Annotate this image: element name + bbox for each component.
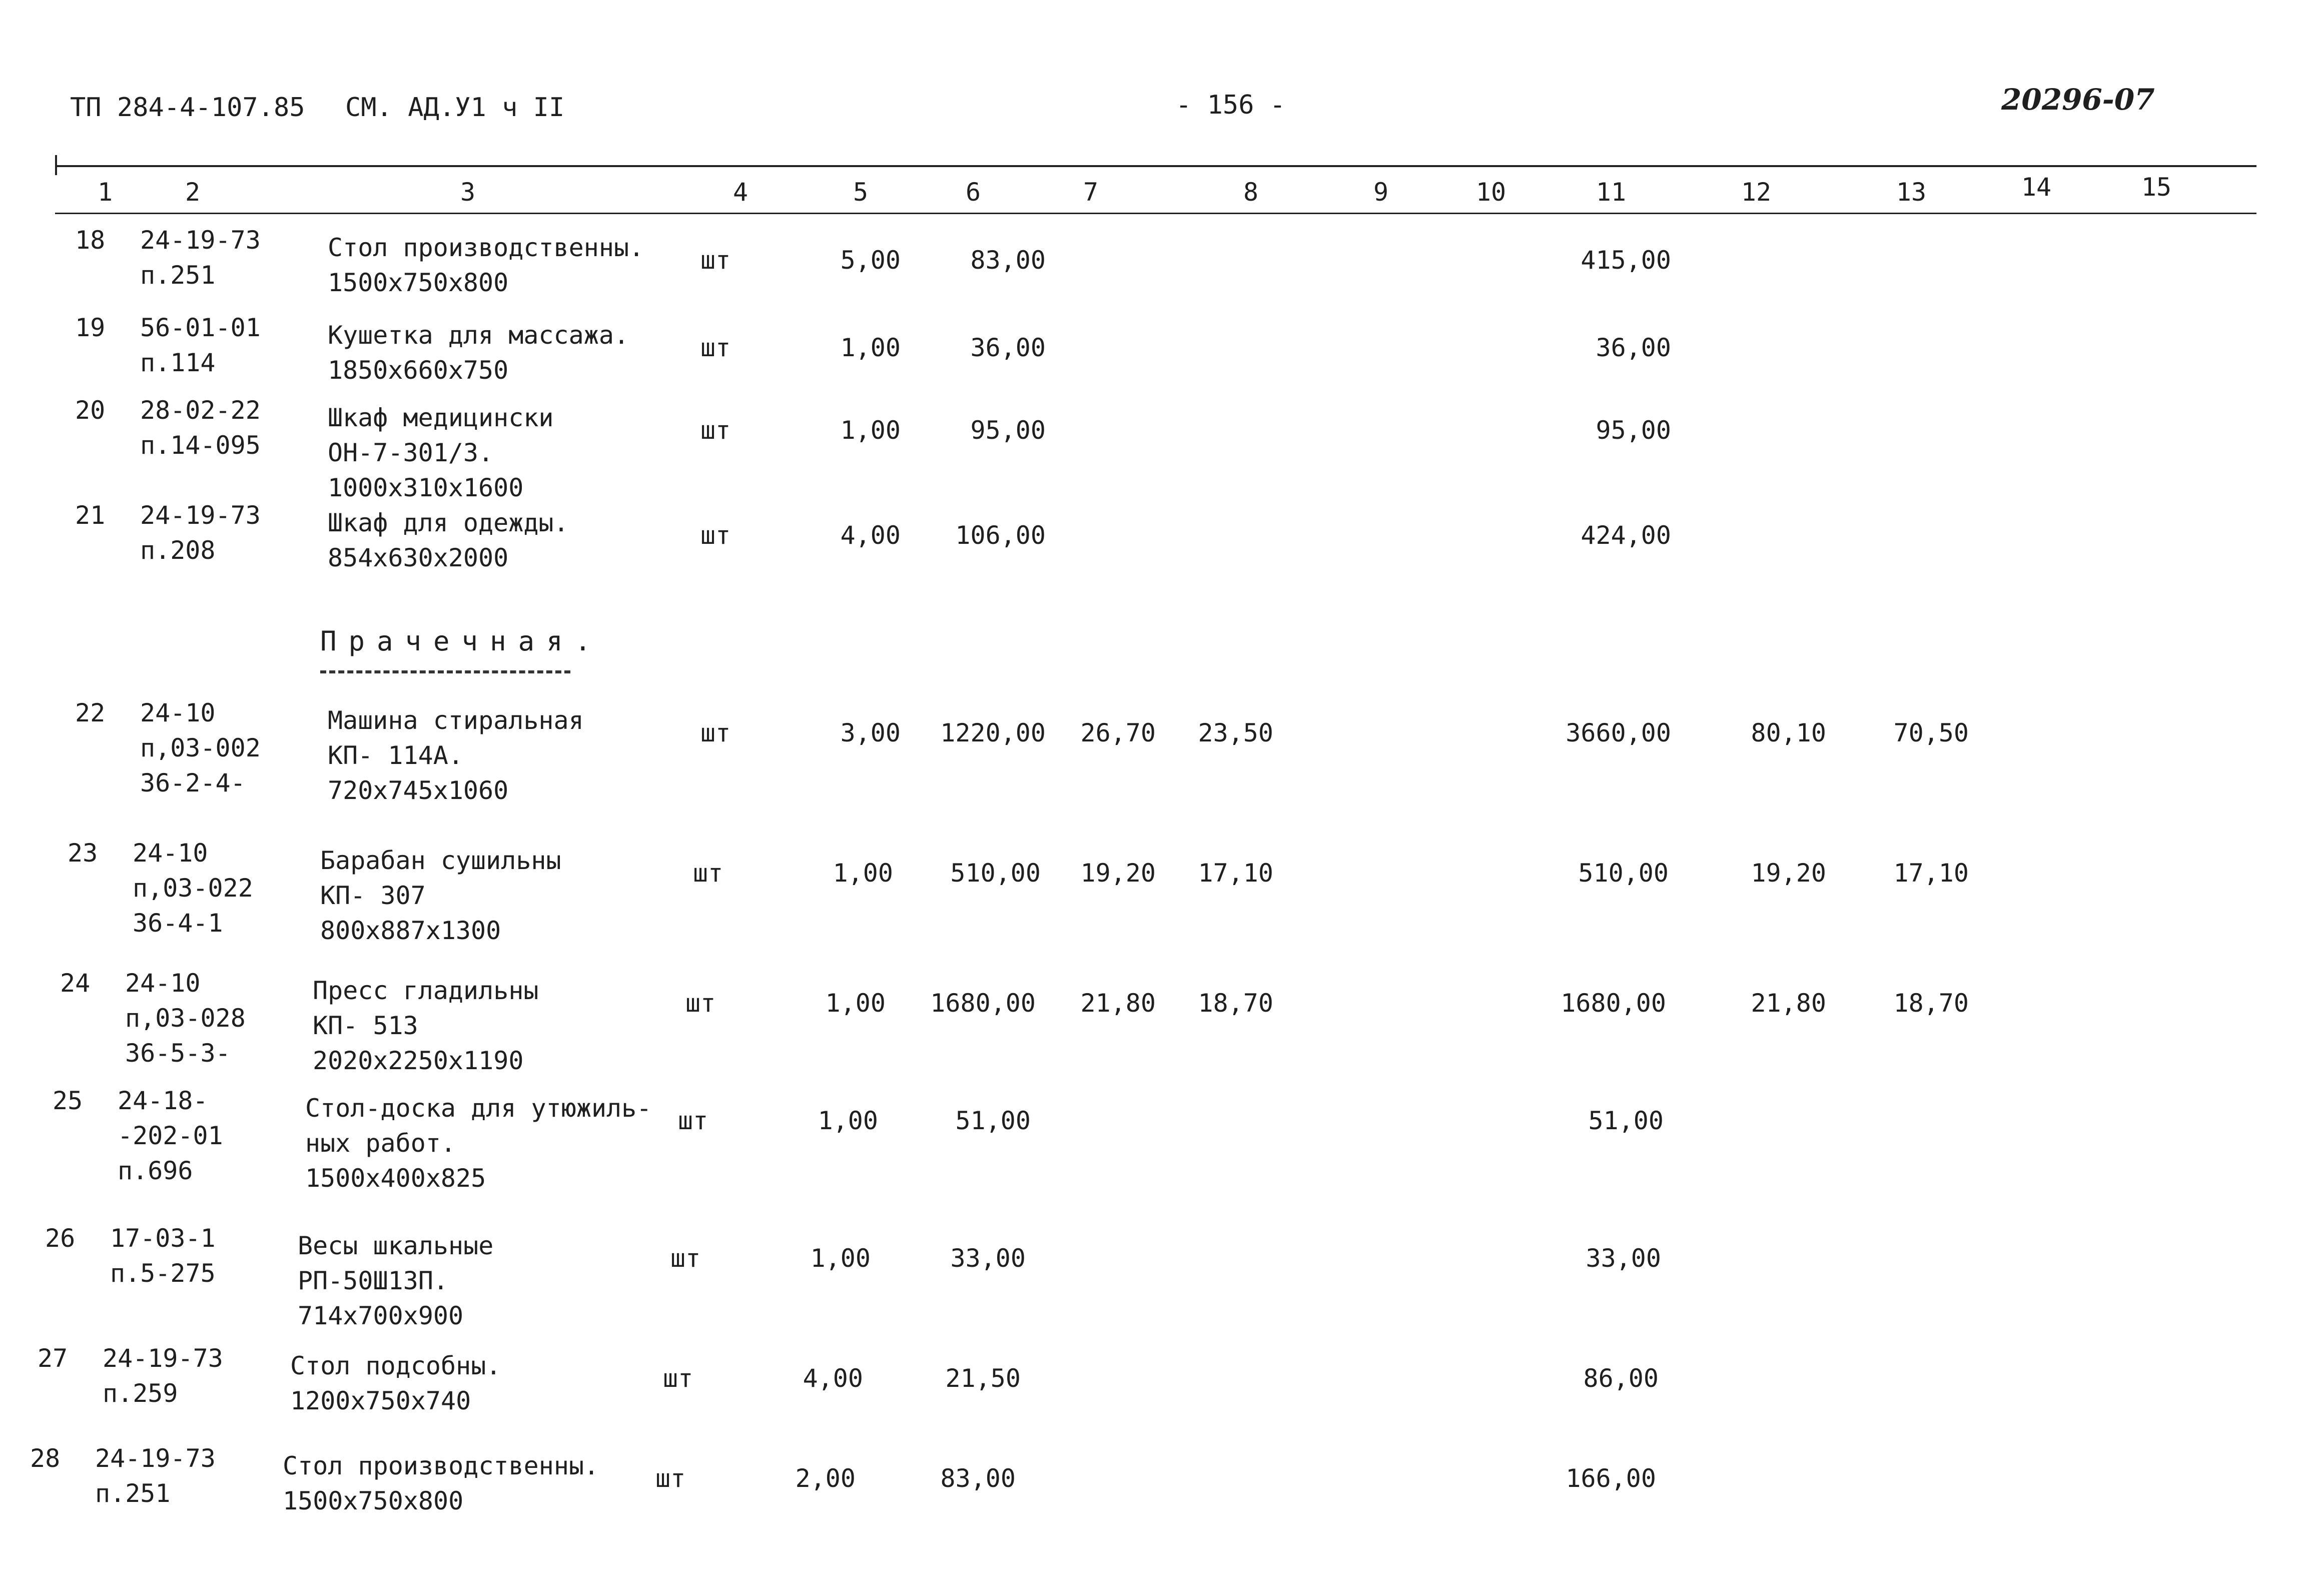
row-number: 25 <box>53 1086 83 1115</box>
catalog-code-line: п.208 <box>140 536 216 565</box>
item-name-line: КП- 114А. <box>328 741 463 770</box>
item-name-line: Кушетка для массажа. <box>328 321 629 350</box>
total-amount: 415,00 <box>1581 246 1671 275</box>
item-name <box>320 843 561 948</box>
item-name-line: 854х630х2000 <box>328 543 509 572</box>
row-number: 26 <box>45 1224 76 1253</box>
unit: шт <box>700 521 731 550</box>
unit: шт <box>700 416 731 445</box>
item-name-line: 2020х2250х1190 <box>313 1046 524 1075</box>
total-amount: 424,00 <box>1581 521 1671 550</box>
total-amount: 86,00 <box>1583 1364 1659 1393</box>
unit: шт <box>700 246 731 275</box>
unit: шт <box>663 1364 693 1393</box>
item-name-line: 714х700х900 <box>298 1301 464 1330</box>
col-13-value: 18,70 <box>1893 989 1969 1018</box>
column-number: 14 <box>2021 173 2052 202</box>
catalog-code-line: 24-18- <box>118 1086 208 1115</box>
album-reference: СМ. АД.У1 ч II <box>345 93 565 123</box>
sheet-number: 20296-07 <box>2001 83 2155 117</box>
item-name-line: КП- 307 <box>320 881 426 910</box>
quantity: 4,00 <box>840 521 901 550</box>
unit-price: 21,50 <box>945 1364 1021 1393</box>
item-name-line: 1850х660х750 <box>328 356 509 385</box>
top-rule <box>55 165 2256 167</box>
item-name-line: Стол подсобны. <box>290 1351 501 1380</box>
row-number: 24 <box>60 969 91 998</box>
quantity: 1,00 <box>818 1106 878 1135</box>
total-amount: 166,00 <box>1566 1464 1656 1493</box>
quantity: 1,00 <box>825 989 886 1018</box>
column-number: 1 <box>97 178 113 207</box>
total-amount: 33,00 <box>1586 1244 1661 1273</box>
unit: шт <box>655 1464 686 1493</box>
row-number: 18 <box>75 226 106 255</box>
quantity: 5,00 <box>840 246 901 275</box>
item-name-line: 1500х400х825 <box>305 1164 486 1193</box>
row-number: 27 <box>38 1344 68 1373</box>
quantity: 1,00 <box>810 1244 871 1273</box>
item-name-line: 1000х310х1600 <box>328 473 524 502</box>
catalog-code-line: 36-4-1 <box>133 909 223 938</box>
item-name <box>328 230 644 300</box>
item-name-line: 1200х750х740 <box>290 1386 471 1415</box>
quantity: 4,00 <box>803 1364 863 1393</box>
column-number: 15 <box>2141 173 2172 202</box>
item-name-line: Шкаф для одежды. <box>328 508 569 537</box>
catalog-code-line: п,03-002 <box>140 733 261 762</box>
item-name-line: 720х745х1060 <box>328 776 509 805</box>
column-number: 13 <box>1896 178 1927 207</box>
col-12-value: 80,10 <box>1751 718 1826 747</box>
item-name <box>305 1091 651 1196</box>
item-name-line: Барабан сушильны <box>320 846 561 875</box>
item-name-line: Стол производственны. <box>283 1451 599 1480</box>
item-name <box>328 505 569 575</box>
header-bottom-rule <box>55 213 2256 214</box>
unit-price: 83,00 <box>940 1464 1016 1493</box>
column-number: 3 <box>460 178 476 207</box>
item-name <box>298 1228 493 1333</box>
unit-price: 510,00 <box>950 859 1041 888</box>
column-number: 8 <box>1243 178 1259 207</box>
catalog-code-line: 24-10 <box>125 969 201 998</box>
total-amount: 1680,00 <box>1561 989 1666 1018</box>
quantity: 1,00 <box>840 333 901 362</box>
item-name-line: Стол производственны. <box>328 233 644 262</box>
item-name-line: ОН-7-301/3. <box>328 438 494 467</box>
unit-price: 95,00 <box>970 416 1046 445</box>
catalog-code <box>133 836 253 941</box>
catalog-code-line: п.251 <box>95 1479 171 1508</box>
item-name-line: Пресс гладильны <box>313 976 539 1005</box>
catalog-code-line: п.5-275 <box>110 1259 216 1288</box>
item-name-line: Шкаф медицински <box>328 403 554 432</box>
catalog-code-line: 24-19-73 <box>140 226 261 255</box>
catalog-code <box>140 310 261 380</box>
catalog-code-line: 24-19-73 <box>103 1344 223 1373</box>
catalog-code <box>118 1083 223 1188</box>
catalog-code-line: 24-19-73 <box>95 1444 216 1473</box>
item-name-line: 1500х750х800 <box>328 268 509 297</box>
unit-price: 51,00 <box>955 1106 1031 1135</box>
col-13-value: 70,50 <box>1893 718 1969 747</box>
unit: шт <box>693 859 723 888</box>
column-number: 11 <box>1596 178 1627 207</box>
total-amount: 95,00 <box>1596 416 1671 445</box>
item-name-line: 1500х750х800 <box>283 1486 464 1515</box>
column-number: 12 <box>1741 178 1772 207</box>
unit: шт <box>700 718 731 747</box>
catalog-code <box>140 695 261 801</box>
unit: шт <box>670 1244 701 1273</box>
catalog-code-line: п.114 <box>140 348 216 377</box>
unit-price: 36,00 <box>970 333 1046 362</box>
total-amount: 51,00 <box>1588 1106 1664 1135</box>
catalog-code-line: п.14-095 <box>140 431 261 460</box>
catalog-code-line: п.696 <box>118 1156 193 1185</box>
col-7-value: 19,20 <box>1080 859 1156 888</box>
column-number: 5 <box>853 178 869 207</box>
catalog-code-line: 17-03-1 <box>110 1224 216 1253</box>
column-number: 9 <box>1373 178 1389 207</box>
item-name <box>283 1448 599 1518</box>
doc-code: ТП 284-4-107.85 <box>70 93 305 123</box>
col-7-value: 26,70 <box>1080 718 1156 747</box>
page-number: - 156 - <box>1176 90 1286 120</box>
unit: шт <box>700 333 731 362</box>
total-amount: 36,00 <box>1596 333 1671 362</box>
item-name-line: Машина стиральная <box>328 706 584 735</box>
col-8-value: 18,70 <box>1198 989 1273 1018</box>
row-number: 23 <box>68 839 98 868</box>
item-name <box>328 703 584 808</box>
catalog-code <box>140 393 261 463</box>
catalog-code-line: -202-01 <box>118 1121 223 1150</box>
item-name <box>290 1348 501 1418</box>
unit: шт <box>678 1106 708 1135</box>
catalog-code <box>140 223 261 293</box>
col-13-value: 17,10 <box>1893 859 1969 888</box>
item-name-line: ных работ. <box>305 1129 456 1158</box>
quantity: 1,00 <box>833 859 893 888</box>
unit-price: 33,00 <box>950 1244 1026 1273</box>
col-8-value: 17,10 <box>1198 859 1273 888</box>
quantity: 2,00 <box>795 1464 856 1493</box>
row-number: 22 <box>75 698 106 727</box>
item-name-line: РП-50Ш13П. <box>298 1266 449 1295</box>
col-12-value: 19,20 <box>1751 859 1826 888</box>
unit: шт <box>685 989 716 1018</box>
quantity: 3,00 <box>840 718 901 747</box>
item-name-line: 800х887х1300 <box>320 916 501 945</box>
item-name-line: КП- 513 <box>313 1011 418 1040</box>
col-7-value: 21,80 <box>1080 989 1156 1018</box>
catalog-code <box>95 1441 216 1511</box>
catalog-code-line: п,03-022 <box>133 874 253 903</box>
unit-price: 106,00 <box>955 521 1046 550</box>
catalog-code <box>103 1341 223 1411</box>
unit-price: 1680,00 <box>930 989 1036 1018</box>
catalog-code-line: 24-10 <box>140 698 216 727</box>
row-number: 20 <box>75 396 106 425</box>
col-12-value: 21,80 <box>1751 989 1826 1018</box>
item-name-line: Весы шкальные <box>298 1231 494 1260</box>
catalog-code-line: 28-02-22 <box>140 396 261 425</box>
unit-price: 83,00 <box>970 246 1046 275</box>
quantity: 1,00 <box>840 416 901 445</box>
section-title-underline <box>320 670 570 673</box>
catalog-code-line: 36-2-4- <box>140 768 246 797</box>
column-number: 6 <box>965 178 981 207</box>
section-title: Прачечная. <box>320 625 603 657</box>
total-amount: 3660,00 <box>1566 718 1671 747</box>
row-number: 19 <box>75 313 106 342</box>
catalog-code-line: п.251 <box>140 261 216 290</box>
catalog-code-line: 24-19-73 <box>140 501 261 530</box>
unit-price: 1220,00 <box>940 718 1046 747</box>
item-name-line: Стол-доска для утюжиль- <box>305 1094 652 1123</box>
catalog-code-line: п.259 <box>103 1379 178 1408</box>
catalog-code <box>125 966 246 1071</box>
column-number: 2 <box>185 178 201 207</box>
catalog-code <box>140 498 261 568</box>
catalog-code-line: п,03-028 <box>125 1004 246 1033</box>
column-number: 4 <box>732 178 748 207</box>
catalog-code-line: 56-01-01 <box>140 313 261 342</box>
catalog-code-line: 24-10 <box>133 839 208 868</box>
left-tick <box>55 155 57 175</box>
item-name <box>328 318 629 388</box>
row-number: 28 <box>30 1444 61 1473</box>
col-8-value: 23,50 <box>1198 718 1273 747</box>
column-number: 10 <box>1475 178 1506 207</box>
row-number: 21 <box>75 501 106 530</box>
catalog-code <box>110 1221 216 1291</box>
catalog-code-line: 36-5-3- <box>125 1039 231 1068</box>
total-amount: 510,00 <box>1578 859 1669 888</box>
item-name <box>328 400 554 505</box>
item-name <box>313 973 539 1078</box>
column-number: 7 <box>1083 178 1099 207</box>
